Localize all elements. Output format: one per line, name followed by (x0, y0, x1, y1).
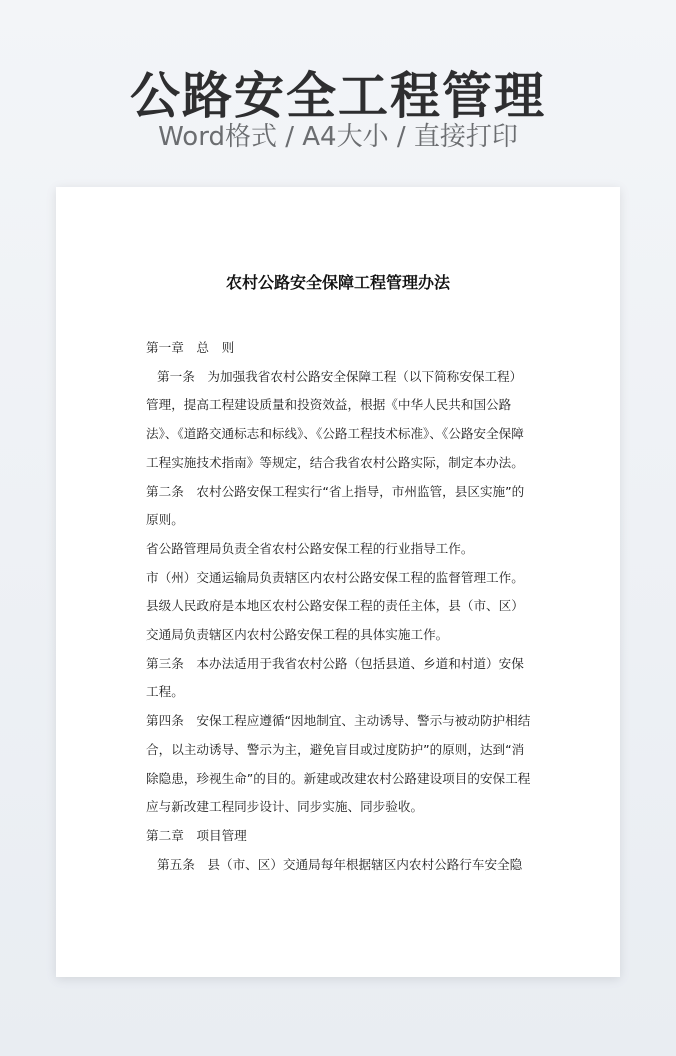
article-paragraph: 第一条 为加强我省农村公路安全保障工程（以下简称安保工程）管理，提高工程建设质量和投资效益，根据《中华人民共和国公路法》、《道路交通标志和标线》、《公路工程技术标准》、《公路安全保障工程实施技术指南》等规定，结合我省农村公路实际，制定本办法。 (146, 368, 524, 470)
article-paragraph: 第三条 本办法适用于我省农村公路（包括县道、乡道和村道）安保工程。 (146, 655, 524, 700)
document-title: 农村公路安全保障工程管理办法 (225, 273, 450, 292)
banner-subtitle: Word格式 / A4大小 / 直接打印 (158, 122, 518, 152)
body-paragraph: 县级人民政府是本地区农村公路安保工程的责任主体，县（市、区）交通局负责辖区内农村公路安保工程的具体实施工作。 (146, 598, 524, 643)
banner-title: 公路安全工程管理 (130, 67, 546, 125)
article-paragraph: 第四条 安保工程应遵循“因地制宜、主动诱导、警示与被动防护相结合，以主动诱导、警示为主，避免盲目或过度防护”的原则，达到“消除隐患，珍视生命”的目的。新建或改建农村公路建设项目的安保工程应与新改建工程同步设计、同步实施、同步验收。 (146, 713, 531, 815)
chapter-heading: 第一章 总 则 (146, 340, 235, 355)
document-body (146, 334, 532, 879)
article-paragraph: 第二条 农村公路安保工程实行“省上指导，市州监管，县区实施”的原则。 (146, 483, 525, 528)
body-paragraph: 市（州）交通运输局负责辖区内农村公路安保工程的监督管理工作。 (146, 569, 524, 585)
body-paragraph: 省公路管理局负责全省农村公路安保工程的行业指导工作。 (146, 540, 474, 556)
article-paragraph: 第五条 县（市、区）交通局每年根据辖区内农村公路行车安全隐 (157, 856, 523, 872)
chapter-heading: 第二章 项目管理 (146, 827, 247, 843)
